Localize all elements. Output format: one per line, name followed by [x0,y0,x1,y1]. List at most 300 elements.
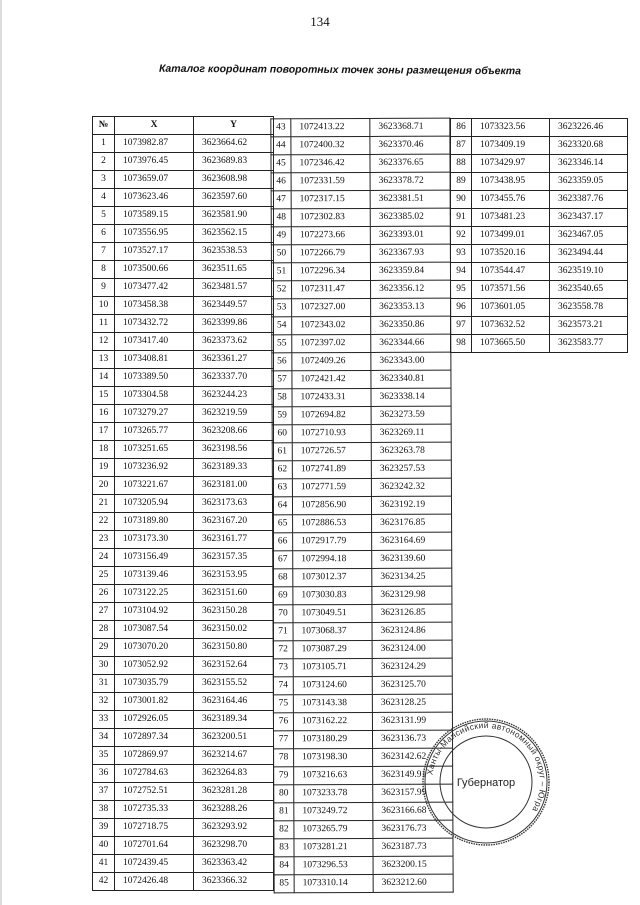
table-row [271,262,450,281]
official-seal-stamp [420,716,552,848]
point-number: 25 [93,567,115,585]
y-coordinate: 3623187.73 [373,838,453,856]
y-coordinate: 3623164.69 [372,532,452,550]
y-coordinate: 3623399.86 [194,315,274,333]
point-number: 3 [93,171,115,189]
x-coordinate: 1073156.49 [115,549,194,567]
table-row [93,585,274,603]
table-row [451,191,628,209]
table-row [93,837,274,855]
table-row [273,640,452,659]
x-coordinate: 1073143.38 [293,694,372,712]
y-coordinate: 3623153.95 [194,567,274,585]
point-number: 85 [274,875,294,893]
point-number: 65 [273,515,293,533]
y-coordinate: 3623361.27 [194,351,274,369]
x-coordinate: 1073104.92 [115,603,194,621]
x-coordinate: 1073012.37 [293,568,372,586]
table-row [93,297,274,315]
y-coordinate: 3623142.62 [373,748,453,766]
point-number: 33 [93,711,115,729]
point-number: 88 [451,155,472,173]
y-coordinate: 3623157.99 [373,784,453,802]
point-number: 86 [451,119,472,137]
x-coordinate: 1073173.30 [115,531,194,549]
y-coordinate: 3623151.60 [194,585,274,603]
point-number: 53 [272,299,292,317]
x-coordinate: 1072397.02 [292,334,371,352]
coordinates-table-3 [450,118,628,353]
y-coordinate: 3623381.51 [370,190,450,208]
y-coordinate: 3623385.02 [370,208,450,226]
table-body-1 [93,135,274,891]
x-coordinate: 1073571.56 [472,281,550,299]
table-row [451,209,628,227]
x-coordinate: 1072409.26 [292,352,371,370]
header-number: № [93,117,115,135]
point-number: 13 [93,351,115,369]
y-coordinate: 3623214.67 [194,747,274,765]
point-number: 21 [93,495,115,513]
x-coordinate: 1073251.65 [115,441,194,459]
y-coordinate: 3623129.98 [372,586,452,604]
point-number: 36 [93,765,115,783]
point-number: 14 [93,369,115,387]
x-coordinate: 1073632.52 [472,317,550,335]
x-coordinate: 1072302.83 [291,208,370,226]
table-row [93,855,274,873]
point-number: 60 [272,425,292,443]
point-number: 50 [271,245,291,263]
table-row [93,603,274,621]
table-row [272,280,451,299]
x-coordinate: 1073068.37 [293,622,372,640]
x-coordinate: 1073296.53 [294,856,373,874]
point-number: 93 [451,245,472,263]
x-coordinate: 1072897.34 [115,729,194,747]
point-number: 20 [93,477,115,495]
y-coordinate: 3623373.62 [194,333,274,351]
y-coordinate: 3623540.65 [550,281,628,299]
table-row [272,460,451,479]
y-coordinate: 3623393.01 [370,226,450,244]
y-coordinate: 3623378.72 [370,172,450,190]
table-row [272,316,451,335]
table-row [93,261,274,279]
y-coordinate: 3623139.60 [372,550,452,568]
table-row [271,244,450,263]
x-coordinate: 1072752.51 [115,783,194,801]
y-coordinate: 3623124.00 [372,640,452,658]
table-row [271,172,450,191]
point-number: 27 [93,603,115,621]
table-row [93,207,274,225]
table-row [451,173,628,191]
y-coordinate: 3623126.85 [372,604,452,622]
x-coordinate: 1072771.59 [292,478,371,496]
table-row [271,226,450,245]
x-coordinate: 1073527.17 [115,243,194,261]
table-row [93,369,274,387]
table-row [272,442,451,461]
x-coordinate: 1073205.94 [115,495,194,513]
x-coordinate: 1072343.02 [292,316,371,334]
table-row [274,874,453,893]
point-number: 44 [271,137,291,155]
point-number: 96 [451,299,472,317]
x-coordinate: 1073035.79 [115,675,194,693]
table-row [451,317,628,335]
point-number: 24 [93,549,115,567]
point-number: 51 [271,263,291,281]
point-number: 6 [93,225,115,243]
y-coordinate: 3623338.14 [371,388,451,406]
point-number: 64 [272,497,292,515]
y-coordinate: 3623449.57 [194,297,274,315]
table-row [93,675,274,693]
y-coordinate: 3623263.78 [371,442,451,460]
y-coordinate: 3623387.76 [550,191,628,209]
point-number: 83 [274,839,294,857]
x-coordinate: 1072869.97 [115,747,194,765]
x-coordinate: 1073162.22 [293,712,372,730]
point-number: 62 [272,461,292,479]
x-coordinate: 1073601.05 [472,299,550,317]
y-coordinate: 3623200.15 [373,856,453,874]
x-coordinate: 1073052.92 [115,657,194,675]
x-coordinate: 1072784.63 [115,765,194,783]
y-coordinate: 3623157.35 [194,549,274,567]
table-body-3 [451,119,628,353]
point-number: 46 [271,173,291,191]
table-row [451,299,628,317]
point-number: 43 [271,119,291,137]
x-coordinate: 1072331.59 [291,172,370,190]
y-coordinate: 3623608.98 [194,171,274,189]
point-number: 71 [273,623,293,641]
table-row [93,657,274,675]
table-row [93,747,274,765]
y-coordinate: 3623343.00 [371,352,451,370]
y-coordinate: 3623281.28 [194,783,274,801]
point-number: 55 [272,335,292,353]
x-coordinate: 1072694.82 [292,406,371,424]
y-coordinate: 3623219.59 [194,405,274,423]
x-coordinate: 1073001.82 [115,693,194,711]
x-coordinate: 1072701.64 [115,837,194,855]
y-coordinate: 3623288.26 [194,801,274,819]
y-coordinate: 3623467.05 [550,227,628,245]
x-coordinate: 1073049.51 [293,604,372,622]
point-number: 16 [93,405,115,423]
y-coordinate: 3623173.63 [194,495,274,513]
y-coordinate: 3623344.66 [371,334,451,352]
y-coordinate: 3623363.42 [194,855,274,873]
x-coordinate: 1072433.31 [292,388,371,406]
x-coordinate: 1072296.34 [291,262,370,280]
y-coordinate: 3623346.14 [550,155,628,173]
x-coordinate: 1072926.05 [115,711,194,729]
point-number: 90 [451,191,472,209]
x-coordinate: 1073216.63 [294,766,373,784]
table-row [93,459,274,477]
table-row [93,495,274,513]
point-number: 40 [93,837,115,855]
table-row [93,729,274,747]
x-coordinate: 1072856.90 [292,496,371,514]
point-number: 4 [93,189,115,207]
table-row [93,765,274,783]
point-number: 63 [272,479,292,497]
point-number: 89 [451,173,472,191]
table-row [271,136,450,155]
x-coordinate: 1073323.56 [472,119,550,137]
y-coordinate: 3623149.91 [373,766,453,784]
y-coordinate: 3623166.68 [373,802,453,820]
x-coordinate: 1073281.21 [294,838,373,856]
table-row [93,387,274,405]
x-coordinate: 1072710.93 [292,424,371,442]
table-row [93,621,274,639]
table-row [272,406,451,425]
x-coordinate: 1073429.97 [472,155,550,173]
point-number: 8 [93,261,115,279]
point-number: 30 [93,657,115,675]
x-coordinate: 1073265.77 [115,423,194,441]
x-coordinate: 1073249.72 [294,802,373,820]
x-coordinate: 1073265.79 [294,820,373,838]
y-coordinate: 3623689.83 [194,153,274,171]
table-row [273,622,452,641]
x-coordinate: 1073455.76 [472,191,550,209]
table-row [451,155,628,173]
table-row [93,171,274,189]
x-coordinate: 1073556.95 [115,225,194,243]
y-coordinate: 3623359.84 [370,262,450,280]
x-coordinate: 1072718.75 [115,819,194,837]
y-coordinate: 3623359.05 [550,173,628,191]
x-coordinate: 1073623.46 [115,189,194,207]
point-number: 7 [93,243,115,261]
point-number: 49 [271,227,291,245]
point-number: 59 [272,407,292,425]
y-coordinate: 3623562.15 [194,225,274,243]
y-coordinate: 3623320.68 [550,137,628,155]
table-row [93,693,274,711]
point-number: 1 [93,135,115,153]
x-coordinate: 1072273.66 [291,226,370,244]
x-coordinate: 1072994.18 [293,550,372,568]
point-number: 39 [93,819,115,837]
table-row [273,658,452,677]
y-coordinate: 3623273.59 [371,406,451,424]
point-number: 61 [272,443,292,461]
x-coordinate: 1072413.22 [291,118,370,136]
table-row [273,550,452,569]
y-coordinate: 3623150.80 [194,639,274,657]
point-number: 28 [93,621,115,639]
table-row [272,370,451,389]
y-coordinate: 3623200.51 [194,729,274,747]
point-number: 37 [93,783,115,801]
coordinates-table-1 [92,116,274,891]
table-row [93,441,274,459]
y-coordinate: 3623581.90 [194,207,274,225]
table-row [93,423,274,441]
x-coordinate: 1073520.16 [472,245,550,263]
x-coordinate: 1072327.00 [292,298,371,316]
y-coordinate: 3623356.12 [371,280,451,298]
table-row [451,281,628,299]
x-coordinate: 1072726.57 [292,442,371,460]
point-number: 45 [271,155,291,173]
page-number: 134 [310,14,330,29]
y-coordinate: 3623192.19 [371,496,451,514]
y-coordinate: 3623128.25 [372,694,452,712]
x-coordinate: 1073180.29 [293,730,372,748]
point-number: 70 [273,605,293,623]
y-coordinate: 3623337.70 [194,369,274,387]
x-coordinate: 1073389.50 [115,369,194,387]
point-number: 11 [93,315,115,333]
y-coordinate: 3623208.66 [194,423,274,441]
x-coordinate: 1073417.40 [115,333,194,351]
y-coordinate: 3623181.00 [194,477,274,495]
table-row [451,137,628,155]
y-coordinate: 3623136.73 [372,730,452,748]
y-coordinate: 3623298.70 [194,837,274,855]
point-number: 74 [273,677,293,695]
y-coordinate: 3623189.33 [194,459,274,477]
x-coordinate: 1073233.78 [294,784,373,802]
y-coordinate: 3623125.70 [372,676,452,694]
y-coordinate: 3623244.23 [194,387,274,405]
table-row [272,298,451,317]
y-coordinate: 3623370.46 [370,136,450,154]
table-row [272,388,451,407]
table-row [93,243,274,261]
point-number: 91 [451,209,472,227]
table-row [272,352,451,371]
x-coordinate: 1073409.19 [472,137,550,155]
table-row [93,549,274,567]
x-coordinate: 1073499.01 [472,227,550,245]
table-row [93,639,274,657]
table-row [93,783,274,801]
table-row [93,153,274,171]
y-coordinate: 3623366.32 [194,873,274,891]
point-number: 32 [93,693,115,711]
x-coordinate: 1072917.79 [293,532,372,550]
point-number: 18 [93,441,115,459]
point-number: 26 [93,585,115,603]
x-coordinate: 1073279.27 [115,405,194,423]
x-coordinate: 1073087.54 [115,621,194,639]
table-row [93,531,274,549]
x-coordinate: 1073659.07 [115,171,194,189]
table-row [93,873,274,891]
y-coordinate: 3623226.46 [550,119,628,137]
point-number: 10 [93,297,115,315]
y-coordinate: 3623511.65 [194,261,274,279]
point-number: 78 [274,749,294,767]
point-number: 98 [451,335,472,353]
y-coordinate: 3623368.71 [370,118,450,136]
x-coordinate: 1073544.47 [472,263,550,281]
y-coordinate: 3623150.28 [194,603,274,621]
point-number: 19 [93,459,115,477]
table-row [273,694,452,713]
point-number: 42 [93,873,115,891]
x-coordinate: 1073087.29 [293,640,372,658]
point-number: 5 [93,207,115,225]
y-coordinate: 3623124.86 [372,622,452,640]
point-number: 84 [274,857,294,875]
point-number: 76 [273,713,293,731]
point-number: 56 [272,353,292,371]
point-number: 47 [271,191,291,209]
point-number: 79 [274,767,294,785]
table-row [273,676,452,695]
x-coordinate: 1072886.53 [293,514,372,532]
y-coordinate: 3623519.10 [550,263,628,281]
table-row [93,477,274,495]
y-coordinate: 3623269.11 [371,424,451,442]
point-number: 17 [93,423,115,441]
table-row [93,819,274,837]
table-row [272,496,451,515]
x-coordinate: 1073432.72 [115,315,194,333]
table-row [273,604,452,623]
y-coordinate: 3623264.83 [194,765,274,783]
table-row [93,405,274,423]
y-coordinate: 3623152.64 [194,657,274,675]
seal-center-text: Губернатор [456,777,516,789]
table-row [93,711,274,729]
point-number: 69 [273,587,293,605]
table-row [273,568,452,587]
y-coordinate: 3623134.25 [372,568,452,586]
x-coordinate: 1073124.60 [293,676,372,694]
y-coordinate: 3623150.02 [194,621,274,639]
y-coordinate: 3623350.86 [371,316,451,334]
seal-outer-text: Ханты-Мансийский автономный округ – Югра [424,719,549,815]
x-coordinate: 1073221.67 [115,477,194,495]
x-coordinate: 1072741.89 [292,460,371,478]
x-coordinate: 1072317.15 [291,190,370,208]
point-number: 38 [93,801,115,819]
x-coordinate: 1072735.33 [115,801,194,819]
point-number: 15 [93,387,115,405]
y-coordinate: 3623353.13 [371,298,451,316]
x-coordinate: 1073589.15 [115,207,194,225]
point-number: 77 [273,731,293,749]
y-coordinate: 3623198.56 [194,441,274,459]
x-coordinate: 1073105.71 [293,658,372,676]
point-number: 48 [271,209,291,227]
table-row [93,567,274,585]
y-coordinate: 3623583.77 [550,335,628,353]
table-row [93,189,274,207]
y-coordinate: 3623176.73 [373,820,453,838]
point-number: 35 [93,747,115,765]
y-coordinate: 3623164.46 [194,693,274,711]
table-row [271,118,450,137]
y-coordinate: 3623124.29 [372,658,452,676]
x-coordinate: 1072346.42 [291,154,370,172]
table-row [93,279,274,297]
x-coordinate: 1072421.42 [292,370,371,388]
